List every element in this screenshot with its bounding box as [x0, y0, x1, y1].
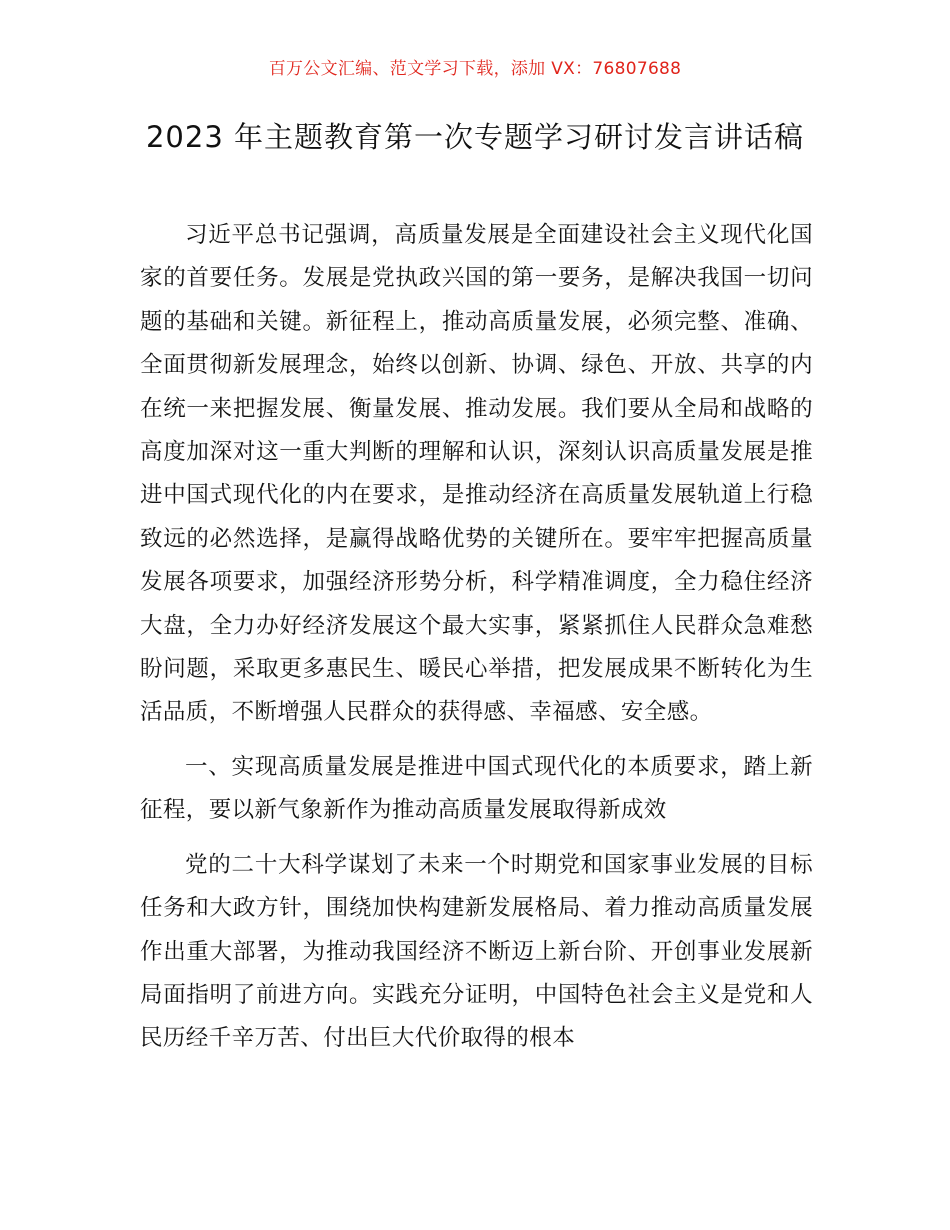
header-promo-note: 百万公文汇编、范文学习下载，添加 VX：76807688 [268, 59, 682, 79]
document-body [140, 214, 813, 1061]
document-title: 2023 年主题教育第一次专题学习研讨发言讲话稿 [145, 120, 805, 154]
paragraph-section-one: 党的二十大科学谋划了未来一个时期党和国家事业发展的目标任务和大政方针，围绕加快构建新发展格局、着力推动高质量发展作出重大部署，为推动我国经济不断迈上新台阶、开创事业发展新局面指明了前进方向。实践充分证明，中国特色社会主义是党和人民历经千辛万苦、付出巨大代价取得的根本 [140, 851, 813, 1052]
paragraph-intro: 习近平总书记强调，高质量发展是全面建设社会主义现代化国家的首要任务。发展是党执政兴国的第一要务，是解决我国一切问题的基础和关键。新征程上，推动高质量发展，必须完整、准确、全面贯彻新发展理念，始终以创新、协调、绿色、开放、共享的内在统一来把握发展、衡量发展、推动发展。我们要从全局和战略的高度加深对这一重大判断的理解和认识，深刻认识高质量发展是推进中国式现代化的内在要求，是推动经济在高质量发展轨道上行稳致远的必然选择，是赢得战略优势的关键所在。要牢牢把握高质量发展各项要求，加强经济形势分析，科学精准调度，全力稳住经济大盘，全力办好经济发展这个最大实事，紧紧抓住人民群众急难愁盼问题，采取更多惠民生、暖民心举措，把发展成果不断转化为生活品质，不断增强人民群众的获得感、幸福感、安全感。 [140, 222, 813, 726]
section-heading-one: 一、实现高质量发展是推进中国式现代化的本质要求，踏上新征程，要以新气象新作为推动高质量发展取得新成效 [140, 753, 813, 824]
